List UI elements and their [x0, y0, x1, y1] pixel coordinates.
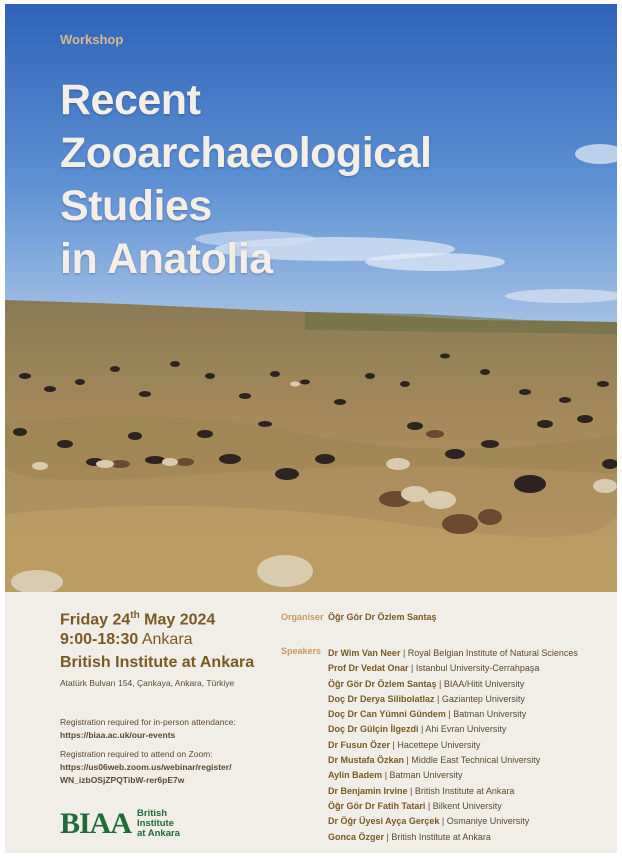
speakers-list — [328, 646, 613, 845]
speaker-affiliation: BIAA/Hitit University — [443, 678, 525, 689]
logo-line-3: at Ankara — [137, 828, 180, 839]
inperson-note: Registration required for in-person attendance: — [60, 717, 236, 727]
title-line-1: Recent — [60, 76, 201, 124]
speaker-separator: | — [384, 831, 392, 842]
speaker-separator: | — [408, 663, 416, 674]
speaker-affiliation: Batman University — [453, 709, 527, 720]
speaker-name: Öğr Gör Dr Özlem Santaş — [328, 678, 437, 689]
speaker-separator: | — [434, 693, 442, 704]
speaker-item — [328, 692, 613, 707]
speaker-affiliation: Istanbul University-Cerrahpaşa — [415, 663, 540, 674]
speaker-separator: | — [439, 816, 447, 827]
logo-text — [137, 809, 180, 839]
speaker-affiliation: Gaziantep University — [441, 693, 525, 704]
speaker-item — [328, 707, 613, 722]
speaker-affiliation: Hacettepe University — [397, 739, 481, 750]
logo-mark: BIAA — [60, 807, 132, 840]
zoom-registration — [60, 748, 231, 787]
logo-line-2: Institute — [137, 818, 174, 829]
speaker-item — [328, 784, 613, 799]
event-hours: 9:00-18:30 — [60, 631, 139, 648]
speaker-name: Prof Dr Vedat Onar — [328, 663, 409, 674]
zoom-note: Registration required to attend on Zoom: — [60, 749, 213, 759]
speaker-affiliation: British Institute at Ankara — [414, 785, 515, 796]
zoom-link-line-1[interactable]: https://us06web.zoom.us/webinar/register/ — [60, 762, 232, 772]
speaker-name: Doç Dr Can Yümni Gündem — [328, 709, 446, 720]
speaker-affiliation: Royal Belgian Institute of Natural Sciences — [407, 648, 578, 658]
speaker-name: Gonca Özger — [328, 831, 385, 842]
title-line-4: in Anatolia — [60, 235, 273, 283]
event-day: Friday 24 — [60, 611, 131, 629]
speaker-affiliation: Middle East Technical University — [411, 755, 541, 766]
speaker-name: Dr Wim Van Neer — [328, 648, 401, 658]
zoom-link-line-2[interactable]: WN_izbOSjZPQTibW-rer6pE7w — [60, 775, 185, 785]
details-panel — [5, 592, 617, 853]
speaker-name: Doç Dr Gülçin İlgezdi — [328, 724, 419, 735]
speaker-separator: | — [404, 755, 412, 766]
logo-line-1: British — [137, 808, 168, 819]
speaker-separator: | — [400, 648, 408, 658]
inperson-registration — [60, 716, 236, 742]
speaker-item — [328, 753, 613, 768]
speaker-item — [328, 830, 613, 845]
organiser-label: Organiser — [281, 612, 324, 622]
speaker-separator: | — [382, 770, 390, 781]
speaker-affiliation: British Institute at Ankara — [391, 831, 491, 842]
speaker-item — [328, 768, 613, 783]
speaker-separator: | — [390, 739, 398, 750]
event-time — [60, 631, 193, 649]
speaker-name: Dr Mustafa Özkan — [328, 755, 405, 766]
speakers-label: Speakers — [281, 646, 322, 656]
biaa-logo — [60, 807, 180, 841]
speaker-separator: | — [445, 709, 454, 720]
speaker-separator: | — [418, 724, 426, 735]
workshop-label: Workshop — [60, 32, 124, 47]
speaker-item — [328, 814, 613, 829]
speaker-item — [328, 661, 613, 676]
title-line-2: Zooarchaeological — [60, 129, 432, 177]
speaker-affiliation: Bilkent University — [432, 800, 502, 811]
organiser-name: Öğr Gör Dr Özlem Santaş — [328, 612, 437, 622]
speaker-affiliation: Ahi Evran University — [425, 724, 507, 735]
speaker-item — [328, 722, 613, 737]
title-line-3: Studies — [60, 182, 212, 230]
event-city: Ankara — [138, 631, 193, 648]
inperson-link[interactable]: https://biaa.ac.uk/our-events — [60, 730, 176, 740]
speaker-separator: | — [436, 678, 444, 689]
speaker-name: Doç Dr Derya Silibolatlaz — [328, 693, 435, 704]
event-venue: British Institute at Ankara — [60, 654, 255, 671]
speaker-item — [328, 799, 613, 814]
speaker-name: Aylin Badem — [328, 770, 383, 781]
event-date — [60, 610, 215, 629]
speaker-name: Öğr Gör Dr Fatih Tatari — [328, 800, 426, 811]
speaker-affiliation: Osmaniye University — [446, 816, 530, 827]
poster-title — [60, 74, 431, 286]
event-address: Atatürk Bulvarı 154, Çankaya, Ankara, Türkiye — [60, 678, 235, 688]
speaker-affiliation: Batman University — [389, 770, 463, 781]
speaker-separator: | — [425, 800, 433, 811]
speaker-item — [328, 646, 613, 661]
speaker-name: Dr Benjamin Irvine — [328, 785, 408, 796]
speaker-separator: | — [407, 785, 415, 796]
speaker-item — [328, 738, 613, 753]
speaker-name: Dr Fusun Özer — [328, 739, 391, 750]
poster — [5, 4, 617, 853]
speaker-item — [328, 677, 613, 692]
speaker-name: Dr Öğr Üyesi Ayça Gerçek — [328, 816, 440, 827]
event-day-suffix: th — [130, 610, 140, 621]
event-month-year: May 2024 — [139, 611, 216, 629]
